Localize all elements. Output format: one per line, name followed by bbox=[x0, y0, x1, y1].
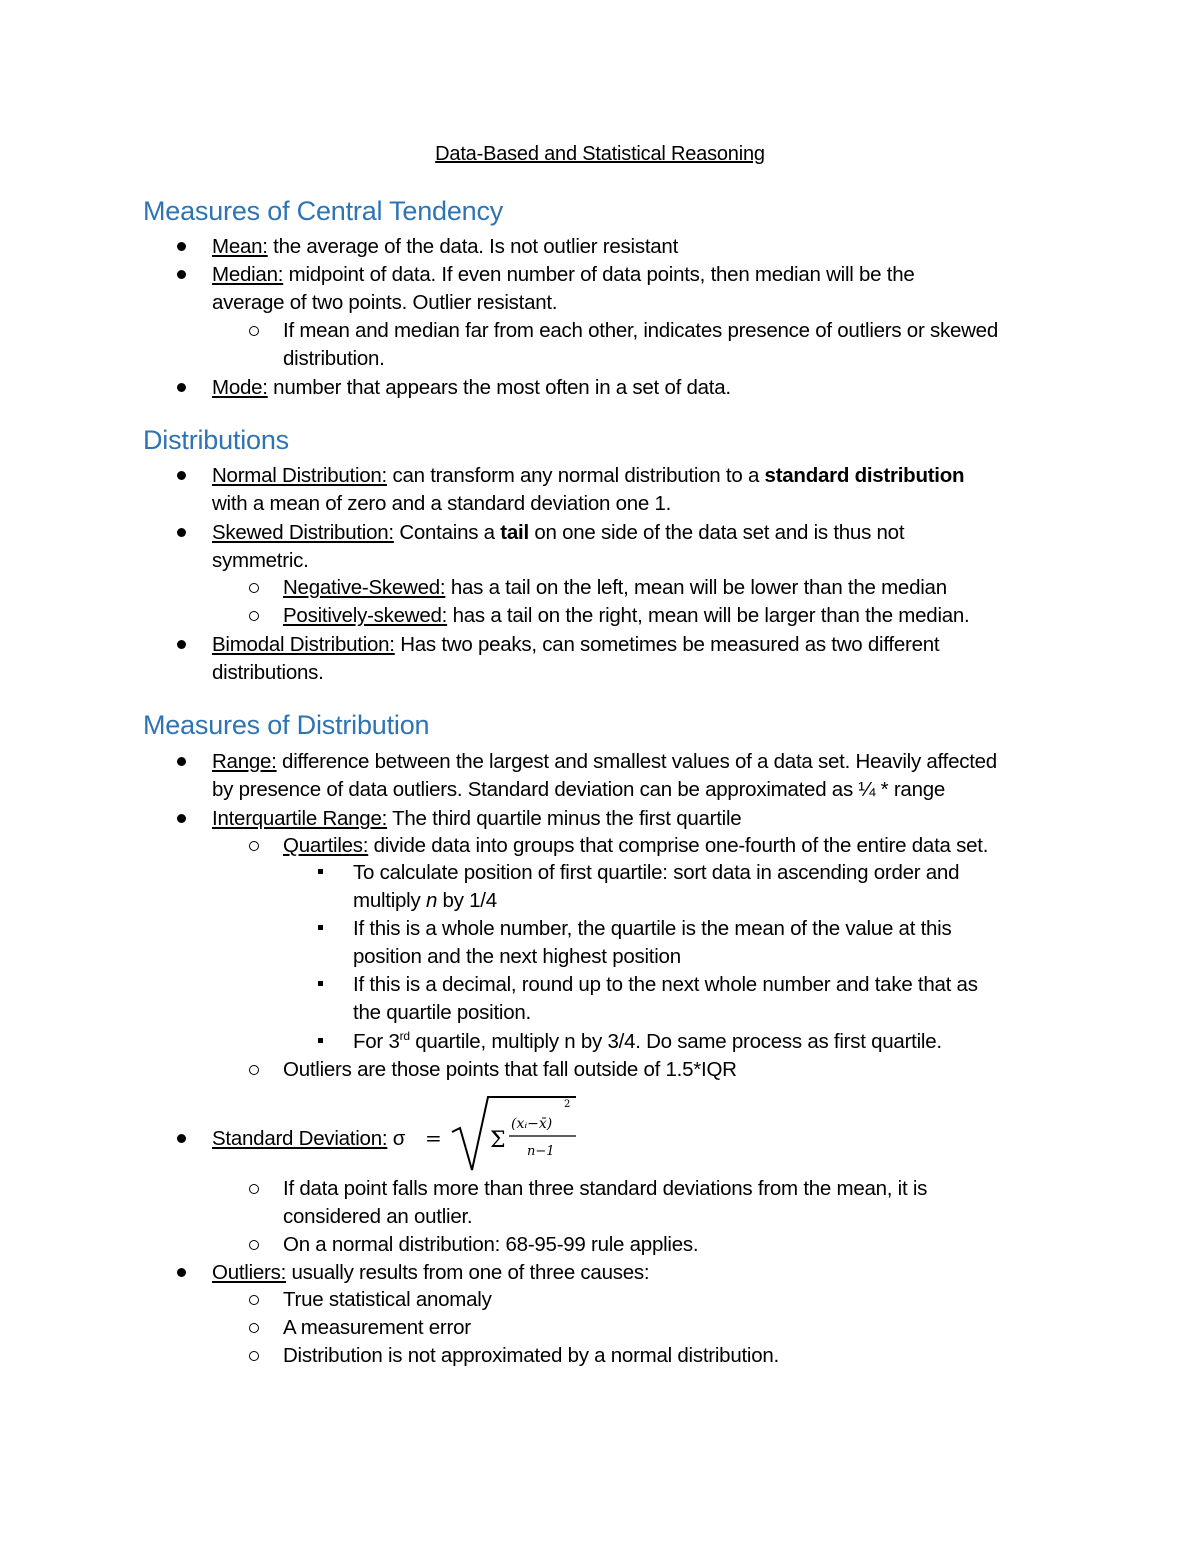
sub-item-cause-distribution: Distribution is not approximated by a normal distribution. bbox=[283, 1344, 779, 1367]
circle-bullet-icon bbox=[249, 1240, 259, 1250]
sub-sub-item-decimal: If this is a decimal, round up to the next whole number and take that as bbox=[353, 973, 978, 996]
sub-sub-item-whole-cont: position and the next highest position bbox=[353, 945, 681, 968]
circle-bullet-icon bbox=[249, 583, 259, 593]
bullet-icon bbox=[177, 528, 186, 537]
list-item-mean: Mean: the average of the data. Is not outlier resistant bbox=[212, 235, 679, 258]
list-item-normal: Normal Distribution: can transform any normal distribution to a standard distribution bbox=[212, 464, 965, 487]
sub-item-three-sd: If data point falls more than three standard deviations from the mean, it is bbox=[283, 1177, 928, 1200]
list-item-range: Range: difference between the largest and smallest values of a data set. Heavily affected bbox=[212, 750, 997, 773]
bullet-icon bbox=[177, 1268, 186, 1277]
circle-bullet-icon bbox=[249, 1323, 259, 1333]
sub-sub-item-third-quartile: For 3rd quartile, multiply n by 3/4. Do same process as first quartile. bbox=[353, 1029, 942, 1053]
heading-measures-distribution: Measures of Distribution bbox=[143, 710, 430, 740]
formula-numerator: (xᵢ−x̄) bbox=[511, 1116, 553, 1132]
sub-item-positive-skewed: Positively-skewed: has a tail on the right, mean will be larger than the median. bbox=[283, 604, 970, 627]
sub-sub-item-q1: To calculate position of first quartile: sort data in ascending order and bbox=[353, 861, 960, 884]
formula-sigma-sum: Σ bbox=[490, 1128, 506, 1153]
list-item-median-cont: average of two points. Outlier resistant. bbox=[212, 291, 558, 314]
sub-sub-item-q1-cont: multiply n by 1/4 bbox=[353, 889, 497, 912]
circle-bullet-icon bbox=[249, 1065, 259, 1075]
heading-distributions: Distributions bbox=[143, 425, 289, 455]
bullet-icon bbox=[177, 814, 186, 823]
circle-bullet-icon bbox=[249, 611, 259, 621]
circle-bullet-icon bbox=[249, 1351, 259, 1361]
list-item-outliers: Outliers: usually results from one of three causes: bbox=[212, 1261, 650, 1284]
list-item-bimodal-cont: distributions. bbox=[212, 661, 324, 684]
square-bullet-icon bbox=[318, 925, 323, 930]
circle-bullet-icon bbox=[249, 841, 259, 851]
bullet-icon bbox=[177, 242, 186, 251]
list-item-median: Median: midpoint of data. If even number of data points, then median will be the bbox=[212, 263, 915, 286]
sub-item-cause-anomaly: True statistical anomaly bbox=[283, 1288, 492, 1311]
list-item-range-cont: by presence of data outliers. Standard deviation can be approximated as ¼ * range bbox=[212, 778, 946, 801]
sub-item-mean-median: If mean and median far from each other, indicates presence of outliers or skewed bbox=[283, 319, 998, 342]
list-item-normal-cont: with a mean of zero and a standard deviation one 1. bbox=[212, 492, 672, 515]
circle-bullet-icon bbox=[249, 1295, 259, 1305]
heading-central-tendency: Measures of Central Tendency bbox=[143, 196, 504, 226]
square-bullet-icon bbox=[318, 981, 323, 986]
sub-sub-item-whole: If this is a whole number, the quartile is the mean of the value at this bbox=[353, 917, 952, 940]
bullet-icon bbox=[177, 757, 186, 766]
formula-equals: = bbox=[425, 1126, 442, 1150]
square-bullet-icon bbox=[318, 1038, 323, 1043]
list-item-skewed: Skewed Distribution: Contains a tail on one side of the data set and is thus not bbox=[212, 521, 905, 544]
list-item-bimodal: Bimodal Distribution: Has two peaks, can sometimes be measured as two different bbox=[212, 633, 940, 656]
circle-bullet-icon bbox=[249, 326, 259, 336]
square-bullet-icon bbox=[318, 869, 323, 874]
list-item-std-dev: Standard Deviation: σ bbox=[212, 1127, 406, 1150]
radical-sign-icon bbox=[452, 1097, 576, 1170]
formula-exponent: 2 bbox=[564, 1099, 571, 1110]
sub-item-three-sd-cont: considered an outlier. bbox=[283, 1205, 473, 1228]
bullet-icon bbox=[177, 383, 186, 392]
bullet-icon bbox=[177, 1134, 186, 1143]
list-item-skewed-cont: symmetric. bbox=[212, 549, 309, 572]
bullet-icon bbox=[177, 471, 186, 480]
sub-sub-item-decimal-cont: the quartile position. bbox=[353, 1001, 531, 1024]
sub-item-outliers-iqr: Outliers are those points that fall outside of 1.5*IQR bbox=[283, 1058, 737, 1081]
bullet-icon bbox=[177, 270, 186, 279]
sub-item-negative-skewed: Negative-Skewed: has a tail on the left, mean will be lower than the median bbox=[283, 576, 947, 599]
sub-item-cause-measurement: A measurement error bbox=[283, 1316, 471, 1339]
sub-item-quartiles: Quartiles: divide data into groups that comprise one-fourth of the entire data set. bbox=[283, 834, 989, 857]
list-item-iqr: Interquartile Range: The third quartile minus the first quartile bbox=[212, 807, 742, 830]
circle-bullet-icon bbox=[249, 1184, 259, 1194]
sub-item-rule: On a normal distribution: 68-95-99 rule applies. bbox=[283, 1233, 699, 1256]
sub-item-mean-median-cont: distribution. bbox=[283, 347, 385, 370]
bullet-icon bbox=[177, 640, 186, 649]
list-item-mode: Mode: number that appears the most often in a set of data. bbox=[212, 376, 731, 399]
formula-denominator: n−1 bbox=[527, 1144, 555, 1159]
document-title: Data-Based and Statistical Reasoning bbox=[435, 143, 765, 165]
